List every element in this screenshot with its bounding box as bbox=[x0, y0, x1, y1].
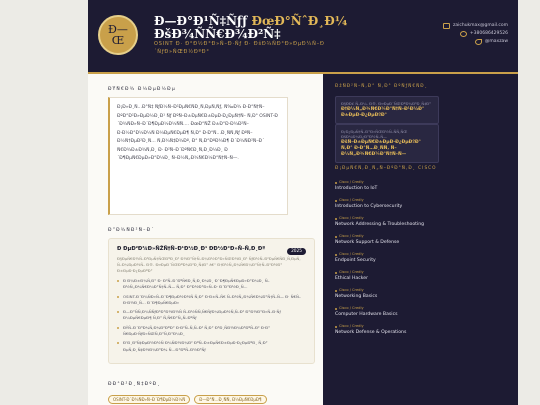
sidebar bbox=[323, 74, 518, 405]
name-line2: ÐšÐ¾ÑÑ€Ð¾Ð²Ñ‡ bbox=[154, 27, 281, 41]
person-name bbox=[154, 14, 347, 28]
specialty-card-label: Ð¡Ð¿ÐµÑ†Ñ–Ð°Ð»ÑŒÐ½Ñ–ÑÑ‚ÑŒ ÐšÐ¾Ð¼Ð¿Ð°Ð½Ñ–Ñ— bbox=[341, 129, 408, 139]
cert-issuer: Cisco / Credly bbox=[335, 234, 485, 238]
cert-item bbox=[335, 216, 485, 227]
resume-page bbox=[88, 0, 518, 405]
cert-name: Computer Hardware Basics bbox=[335, 312, 398, 317]
telegram-icon bbox=[475, 39, 482, 45]
header bbox=[88, 0, 518, 74]
experience-title: Ð”Ð¾ÑÐ²Ñ–Ð´ bbox=[108, 228, 155, 233]
education-title: ÐžÑÐ²Ñ–Ñ‚Ð° Ñ‚Ð° ÐºÑƒÑ€ÑÐ¸ bbox=[335, 84, 428, 89]
contact-phone[interactable] bbox=[443, 30, 508, 38]
email-text: zaichukmax@gmail.com bbox=[453, 23, 508, 28]
cert-issuer: Cisco / Credly bbox=[335, 288, 485, 292]
list-item: Ð’Ð¸Ð²Ñ‡ÐµÐ½Ð½Ñ Ð¾ÑÐ½Ð¾Ð² ÐºÑ–Ð±ÐµÑ€Ð±ÐµÐ·Ð¿ÐµÐºÐ¸ Ñ‚Ð° ÐµÑ‚Ð¸Ñ‡Ð½Ð¾Ð³Ð¾ Ñ…Ð°ÐºÑ–Ð½Ð³Ñƒ bbox=[117, 340, 306, 353]
list-item: Ð Ð¾Ð±Ð¾Ñ‚Ð° Ð· Ð²Ñ–Ð´ÐºÑ€Ð¸Ñ‚Ð¸Ð¼Ð¸ Ð´Ð¶ÐµÑ€ÐµÐ»Ð°Ð¼Ð¸ Ñ–Ð½Ñ„Ð¾Ñ€Ð¼Ð°Ñ†Ñ–Ñ— Ñ‚Ð° Ð°Ð½Ð°Ð»Ñ–Ð· Ð´Ð°Ð½Ð¸Ñ… bbox=[117, 278, 306, 291]
cert-name: Introduction to Cybersecurity bbox=[335, 204, 403, 209]
contact-email[interactable] bbox=[443, 22, 508, 30]
cert-name: Endpoint Security bbox=[335, 258, 376, 263]
cert-item bbox=[335, 288, 485, 299]
list-item: OSINT-Ð´Ð¾ÑÐ»Ñ–Ð´Ð¶ÐµÐ½Ð½Ñ Ñ‚Ð° Ð·Ð±Ñ–Ñ€ Ñ–Ð½Ñ„Ð¾Ñ€Ð¼Ð°Ñ†Ñ–Ñ— Ð· Ñ€Ñ–Ð·Ð½Ð¸Ñ… Ð´Ð¶ÐµÑ€ÐµÐ» bbox=[117, 294, 306, 307]
skill-tag: OSINT-Ð´Ð¾ÑÐ»Ñ–Ð´Ð¶ÐµÐ½Ð½Ñ bbox=[108, 395, 190, 404]
about-box bbox=[108, 97, 288, 215]
experience-card bbox=[108, 238, 315, 364]
cert-item bbox=[335, 234, 485, 245]
education-card-value: Ð†Ð½Ñ„Ð¾Ñ€Ð¼Ð°Ñ†Ñ–Ð¹Ð½Ð° Ð±ÐµÐ·Ð¿ÐµÐºÐ° bbox=[341, 107, 425, 118]
cert-item bbox=[335, 270, 485, 281]
cert-item bbox=[335, 306, 485, 317]
certs-title: Ð¡ÐµÑ€Ñ‚Ð¸Ñ„Ñ–ÐºÐ°Ñ‚Ð¸ CISCO bbox=[335, 166, 437, 171]
skill-tag: Ð—Ð°Ñ…Ð¸ÑÑ‚ Ð¼ÐµÑ€ÐµÐ¶ bbox=[194, 395, 266, 404]
experience-subtitle: Ð§ÐµÑ€Ð½Ñ–Ð²ÐµÑ†ÑŒÐºÐ¸Ð¹ Ð½Ð°Ñ†Ñ–Ð¾Ð½Ð°Ð»ÑŒÐ½Ð¸Ð¹ ÑƒÐ½Ñ–Ð²ÐµÑ€ÑÐ¸Ñ‚ÐµÑ‚ Ñ–Ð¼ÐµÐ½Ñ– Ð®. Ð¤ÐµÐ´ÑŒÐºÐ¾Ð²Ð¸Ñ‡Ð° â€“ Ð†Ð½Ñ„Ð¾Ñ€Ð¼Ð°Ñ†Ñ–Ð¹Ð½Ð° Ð±ÐµÐ·Ð¿ÐµÐºÐ° bbox=[117, 256, 301, 273]
name-first: Ð—Ð°Ð¹Ñ‡Ñƒƒ bbox=[154, 14, 248, 28]
specialty-card bbox=[335, 124, 439, 163]
contacts bbox=[443, 22, 508, 46]
cert-issuer: Cisco / Credly bbox=[335, 270, 485, 274]
avatar-initials: Ð— Œ bbox=[108, 23, 128, 47]
handle-text: @maxzaw bbox=[484, 39, 508, 44]
phone-icon bbox=[460, 31, 467, 37]
subtitle: OSINT Ð· Ð°Ð½Ð°Ð»Ñ–Ð·Ñƒ Ð· ÐšÐ¾ÑÐ°Ð»ÐµÐ¼Ñ–Ð´ÑƒÐ»ÑŒÐ½ÐºÐ° bbox=[154, 41, 325, 55]
cert-issuer: Cisco / Credly bbox=[335, 216, 485, 220]
cert-name: Introduction to IoT bbox=[335, 186, 378, 191]
specialty-card-value: ÐšÑ–Ð±ÐµÑ€Ð±ÐµÐ·Ð¿ÐµÐºÐ° Ñ‚Ð° Ð·Ð°Ñ…Ð¸ÑÑ‚ Ñ–Ð½Ñ„Ð¾Ñ€Ð¼Ð°Ñ†Ñ–Ñ— bbox=[341, 140, 421, 157]
avatar bbox=[98, 15, 138, 55]
name-last: ÐœÐ°ÑˆÐ¸Ð¼ bbox=[251, 14, 348, 28]
cert-issuer: Cisco / Credly bbox=[335, 324, 485, 328]
cert-item bbox=[335, 180, 485, 191]
cert-issuer: Cisco / Credly bbox=[335, 252, 485, 256]
year-badge: 2025 bbox=[287, 248, 306, 255]
skill-tags bbox=[108, 395, 267, 404]
cert-name: Ethical Hacker bbox=[335, 276, 368, 281]
about-text: Ð¡Ð»Ð¸Ñ…Ð°Ñ‡ ÑƒÐ½Ñ–Ð²ÐµÑ€ÑÐ¸Ñ‚ÐµÑ‚Ñƒ, Ñ‰Ð¾ Ð·Ð°Ñ†Ñ–ÐºÐ°Ð²Ð»ÐµÐ½Ð¸Ð¹ Ñƒ ÐºÑ–Ð±ÐµÑ€Ð±ÐµÐ·Ð¿ÐµÑ†Ñ– Ñ‚Ð° OSINT-Ð´Ð¾ÑÐ»Ñ–Ð´Ð¶ÐµÐ½Ð½ÑÑ…. ÐœÐ°ÑŽ Ð±Ð°Ð·Ð¾Ð²Ñ– Ð·Ð½Ð°Ð½Ð½Ñ Ð¼ÐµÑ€ÐµÐ¶ Ñ‚Ð° Ð·Ð°Ñ…Ð¸ÑÑ‚Ñƒ ÐºÑ–Ð½Ñ†ÐµÐ²Ð¸Ñ… Ñ‚Ð¾Ñ‡Ð¾Ðº, Ð° Ñ‚Ð°ÐºÐ¾Ð¶ Ð´Ð¾ÑÐ²Ñ–Ð´ Ñ€Ð¾Ð±Ð¾Ñ‚Ð¸ Ð· Ð²Ñ–Ð´ÐºÑ€Ð¸Ñ‚Ð¸Ð¼Ð¸ Ð´Ð¶ÐµÑ€ÐµÐ»Ð°Ð¼Ð¸ Ñ–Ð½Ñ„Ð¾Ñ€Ð¼Ð°Ñ†Ñ–Ñ—. bbox=[117, 105, 278, 161]
phone-text: +380686429526 bbox=[469, 31, 508, 36]
cert-issuer: Cisco / Credly bbox=[335, 306, 485, 310]
skills-title: ÐÐ°Ð²Ð¸Ñ‡ÐºÐ¸ bbox=[108, 382, 161, 387]
cert-issuer: Cisco / Credly bbox=[335, 180, 485, 184]
contact-telegram[interactable] bbox=[443, 38, 508, 46]
cert-name: Networking Basics bbox=[335, 294, 378, 299]
list-item: ÐŸÑ–Ð´Ð³Ð¾Ñ‚Ð¾Ð²ÐºÐ° Ð·Ð²Ñ–Ñ‚Ñ–Ð² Ñ‚Ð° Ð²Ð¸ÑÐ½Ð¾Ð²ÐºÑ–Ð² Ð·Ð° Ñ€ÐµÐ·ÑƒÐ»ÑŒÑ‚Ð°Ñ‚Ð°Ð¼Ð¸ bbox=[117, 325, 306, 338]
cert-name: Network Support & Defense bbox=[335, 240, 400, 245]
person-name-line2 bbox=[154, 27, 281, 41]
cert-name: Network Defense & Operations bbox=[335, 330, 407, 335]
education-card-label: Ð§ÐÐ£ Ñ–Ð¼. Ð®. Ð¤ÐµÐ´ÑŒÐºÐ¾Ð²Ð¸Ñ‡Ð° bbox=[341, 101, 431, 106]
experience-bullets bbox=[117, 278, 306, 353]
cert-issuer: Cisco / Credly bbox=[335, 198, 485, 202]
education-card bbox=[335, 96, 439, 124]
cert-item bbox=[335, 198, 485, 209]
about-title: ÐŸÑ€Ð¾ Ð¼ÐµÐ½Ðµ bbox=[108, 87, 176, 92]
mail-icon bbox=[443, 23, 450, 29]
cert-item bbox=[335, 324, 485, 335]
cert-item bbox=[335, 252, 485, 263]
experience-role: Ð ÐµÐ²Ð¾Ð»ÑŽÑ†Ñ–Ð¹Ð½Ð¸Ð¹ ÐÐ½Ð°Ð»Ñ–Ñ‚Ð¸Ðº bbox=[117, 246, 266, 252]
cert-name: Network Addressing & Troubleshooting bbox=[335, 222, 425, 227]
list-item: Ð—Ð°ÑÑ‚Ð¾ÑÑƒÐ²Ð°Ð½Ð½Ñ Ñ–Ð½ÑÑ‚Ñ€ÑƒÐ¼ÐµÐ½Ñ‚Ñ–Ð² Ð°Ð½Ð°Ð»Ñ–Ð·Ñƒ Ð¼ÐµÑ€ÐµÐ¶ Ñ‚Ð° Ñ‚Ñ€Ð°Ñ„Ñ–ÐºÑƒ bbox=[117, 309, 306, 322]
